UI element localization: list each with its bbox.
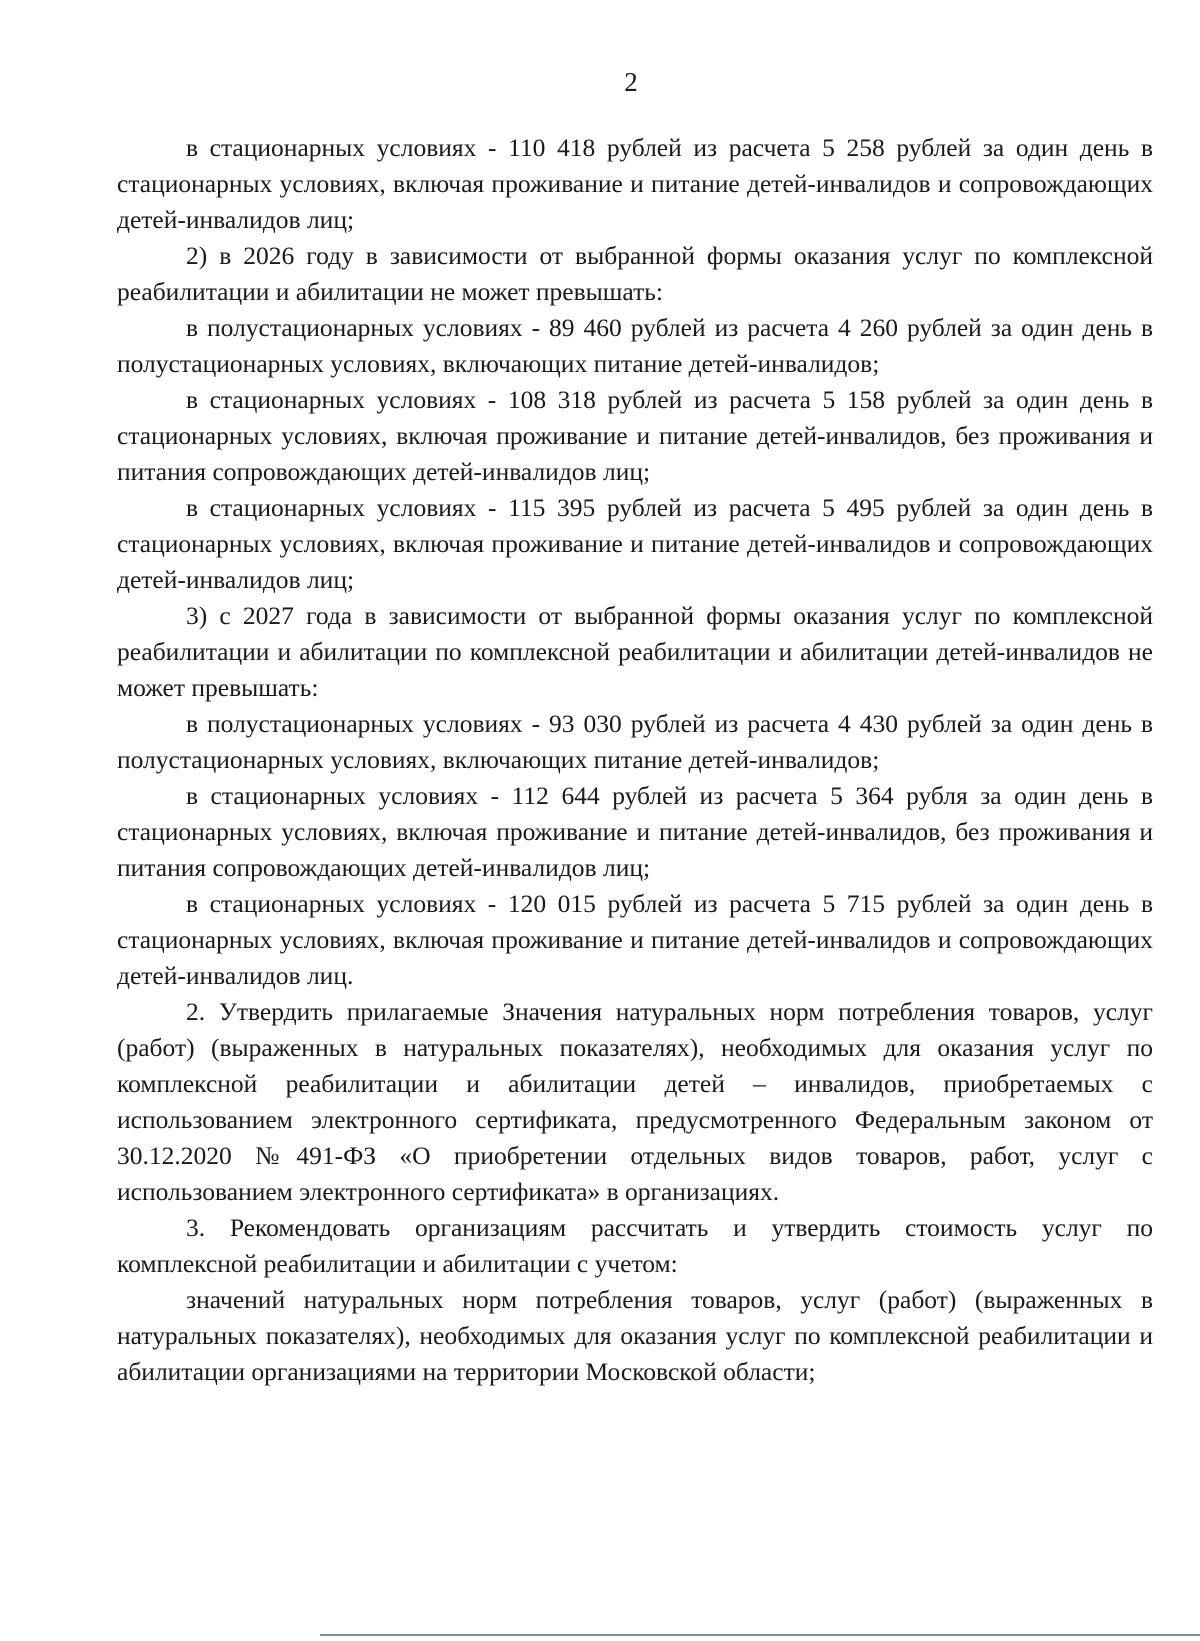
bottom-scan-line [320,1634,1200,1636]
paragraph-item-3-2027: 3) с 2027 года в зависимости от выбранной формы оказания услуг по комплексной реабилитации и абилитации по комплексной реабилитации и абилитации детей-инвалидов не может превышать: [117,601,1153,702]
paragraph-stationary-2027-full: в стационарных условиях - 120 015 рублей из расчета 5 715 рублей за один день в стационарных условиях, включая проживание и питание детей-инвалидов и сопровождающих детей-инвалидов лиц. [117,889,1153,990]
paragraph-section-3-recommend: 3. Рекомендовать организациям рассчитать и утвердить стоимость услуг по комплексной реабилитации и абилитации с учетом: [117,1213,1153,1278]
paragraph-semi-stationary-2027: в полустационарных условиях - 93 030 рублей из расчета 4 430 рублей за один день в полустационарных условиях, включающих питание детей-инвалидов; [117,709,1153,774]
paragraph-section-2-approve-norms: 2. Утвердить прилагаемые Значения натуральных норм потребления товаров, услуг (работ) (выраженных в натуральных показателях), необходимых для оказания услуг по комплексной реабилитации и абилитации детей – инвалидов, приобретаемых с использованием электронного сертификата, предусмотренного Федеральным законом от 30.12.2020 №491-ФЗ «О приобретении отдельных видов товаров, работ, услуг с использованием электронного сертификата» в организациях. [117,997,1153,1206]
paragraph-stationary-2027-no-companion: в стационарных условиях - 112 644 рублей из расчета 5 364 рубля за один день в стационарных условиях, включая проживание и питание детей-инвалидов, без проживания и питания сопровождающих детей-инвалидов лиц; [117,781,1153,882]
paragraph-stationary-2025-full: в стационарных условиях - 110 418 рублей из расчета 5 258 рублей за один день в стационарных условиях, включая проживание и питание детей-инвалидов и сопровождающих детей-инвалидов лиц; [117,133,1153,234]
paragraph-stationary-2026-no-companion: в стационарных условиях - 108 318 рублей из расчета 5 158 рублей за один день в стационарных условиях, включая проживание и питание детей-инвалидов, без проживания и питания сопровождающих детей-инвалидов лиц; [117,385,1153,486]
paragraph-item-2-2026: 2) в 2026 году в зависимости от выбранной формы оказания услуг по комплексной реабилитации и абилитации не может превышать: [117,241,1153,306]
document-body [117,130,1153,1390]
page-number: 2 [624,67,638,97]
paragraph-stationary-2026-full: в стационарных условиях - 115 395 рублей из расчета 5 495 рублей за один день в стационарных условиях, включая проживание и питание детей-инвалидов и сопровождающих детей-инвалидов лиц; [117,493,1153,594]
paragraph-natural-norms: значений натуральных норм потребления товаров, услуг (работ) (выраженных в натуральных показателях), необходимых для оказания услуг по комплексной реабилитации и абилитации организациями на территории Московской области; [117,1285,1153,1386]
paragraph-semi-stationary-2026: в полустационарных условиях - 89 460 рублей из расчета 4 260 рублей за один день в полустационарных условиях, включающих питание детей-инвалидов; [117,313,1153,378]
